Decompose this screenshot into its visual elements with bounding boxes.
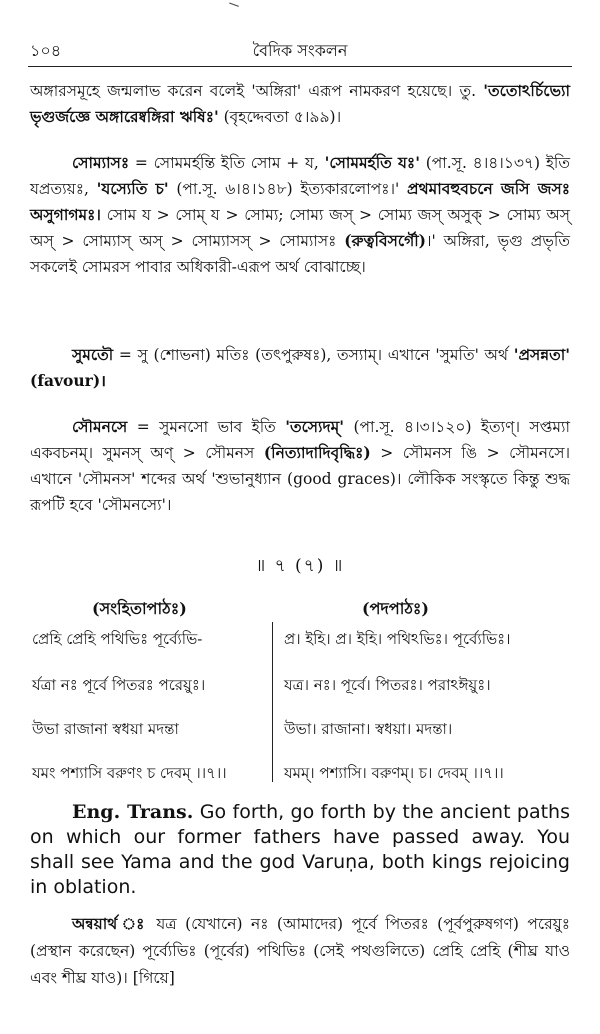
saumanase-term: সৌমনসে — [72, 417, 128, 436]
samhita-line: র্যত্রা নঃ পূর্বে পিতরঃ পরেয়ুঃ। — [32, 676, 206, 694]
sumatau-paragraph — [30, 342, 570, 394]
running-title: বৈদিক সংকলন — [252, 41, 348, 60]
sumatau-text-1: = সু (শোভনা) মতিঃ (তৎপুরুষঃ), তস্যাম্। এখানে 'সুমতি' অর্থ — [113, 346, 514, 364]
intro-text: অঙ্গারসমূহে জন্মলাভ করেন বলেই 'অঙ্গিরা' এরূপ নামকরণ হয়েছে। তু. — [30, 82, 477, 100]
saumanase-rule-1: 'তস্যেদম্' — [285, 417, 345, 436]
scan-mark — [227, 3, 239, 13]
pada-line: উভা। রাজানা। স্বধয়া। মদন্তা। — [284, 720, 453, 738]
somyasah-rule-4: (রুত্ববিসর্গৌ) — [344, 231, 427, 250]
anvaya-label: অন্বয়ার্থ ঃ — [72, 914, 148, 933]
page-number: ১০৪ — [30, 41, 62, 60]
saumanase-text-2: (পা.সূ. ৪।৩।১২০) ইত্যণ্। সপ্তম্যা একবচনম্। সুমনস্ অণ্ > সৌমনস — [30, 418, 571, 462]
somyasah-text-5: ।' অঙ্গিরা, ভৃগু প্রভৃতি সকলেই সোমরস পাবার অধিকারী-এরূপ অর্থ বোঝাচ্ছে। — [30, 232, 570, 276]
page-header — [30, 38, 570, 62]
english-translation — [30, 800, 570, 900]
saumanase-rule-2: (নিত্যাদাদিবৃদ্ধিঃ) — [263, 443, 371, 462]
somyasah-text-2: (পা.সূ. ৪।৪।১৩৭) ইতি যপ্রত্যয়ঃ, — [30, 154, 570, 198]
samhita-heading: (সংহিতাপাঠঃ) — [92, 599, 187, 618]
english-label: Eng. Trans. — [72, 801, 194, 823]
samhita-line: যমং পশ্যাসি বরুণং চ দেবম্ ।।৭।। — [32, 764, 227, 782]
pada-line: প্র। ইহি। প্র। ইহি। পথিঽভিঃ। পূর্ব্যেভিঃ। — [284, 630, 511, 648]
saumanase-text-3: > সৌমনস ঙি > সৌমনসে। এখানে 'সৌমনস' শব্দের অর্থ 'শুভানুধ্যান (good graces)। লৌকিক সংস্কৃতে কিন্তু শুদ্ধ রূপটি হবে 'সৌমনস্যে'। — [30, 444, 570, 514]
sumatau-term: সুমতৌ — [72, 345, 114, 364]
anvaya-text: যত্র (যেখানে) নঃ (আমাদের) পূর্বে পিতরঃ (পূর্বপুরুষগণ) পরেয়ুঃ (প্রস্থান করেছেন) পূর্ব্যেভিঃ (পূর্বের) পথিভিঃ (সেই পথগুলিতে) প্রেহি প্রেহি (শীঘ্র যাও এবং শীঘ্র যাও)। [গিয়ে] — [30, 915, 570, 987]
intro-source: (বৃহদ্দেবতা ৫।৯৯)। — [218, 108, 342, 126]
pada-heading: (পদপাঠঃ) — [362, 599, 429, 618]
somyasah-rule-3: প্রথমাবহুবচনে জসি জসঃ অসুগাগমঃ। — [30, 179, 570, 224]
pada-line: যত্র। নঃ। পূর্বে। পিতরঃ। পরাঽঈয়ুঃ। — [284, 676, 491, 694]
verse-number: ॥ ৭ (৭) ॥ — [255, 556, 345, 576]
somyasah-text-4: সোম য > সোম্ য > সোম্য; সোম্য জস্ > সোম্য জস্ অসুক্ > সোম্য অস্ অস্ > সোম্যাস্ অস্ > সোম্যাসস্ > সোম্যাসঃ — [30, 206, 570, 250]
anvaya-paragraph — [30, 910, 570, 992]
english-text: Go forth, go forth by the ancient paths on which our former fathers have passed away. You shall see Yama and the god Varuṇa, both kings rejoicing in oblation. — [30, 801, 571, 898]
intro-paragraph — [30, 78, 570, 130]
saumanase-text-1: = সুমনসো ভাব ইতি — [127, 418, 286, 436]
somyasah-rule-1: 'সোমমর্হতি যঃ' — [324, 153, 420, 172]
somyasah-text-3: (পা.সূ. ৬।৪।১৪৮) ইত্যকারলোপঃ।' — [168, 180, 408, 198]
somyasah-term: সোম্যাসঃ — [72, 153, 130, 172]
somyasah-rule-2: 'যস্যেতি চ' — [96, 179, 169, 198]
header-rule — [28, 66, 572, 67]
saumanase-paragraph — [30, 414, 570, 518]
intro-quote: 'ততোঽর্চিভ্যো ভৃগুর্জজ্ঞে অঙ্গারেষ্বঙ্গিরা ঋষিঃ' — [30, 81, 570, 126]
samhita-line: প্রেহি প্রেহি পথিভিঃ পূর্ব্যেভি- — [32, 630, 203, 648]
somyasah-text-1: = সোমমর্হন্তি ইতি সোম + য, — [129, 154, 325, 172]
sumatau-text-2: 'প্রসন্নতা' (favour)। — [30, 345, 570, 390]
samhita-line: উভা রাজানা স্বধয়া মদন্তা — [32, 720, 179, 738]
somyasah-paragraph — [30, 150, 570, 280]
column-divider — [272, 622, 273, 782]
pada-line: যমম্। পশ্যাসি। বরুণম্। চ। দেবম্ ।।৭।। — [284, 764, 504, 782]
